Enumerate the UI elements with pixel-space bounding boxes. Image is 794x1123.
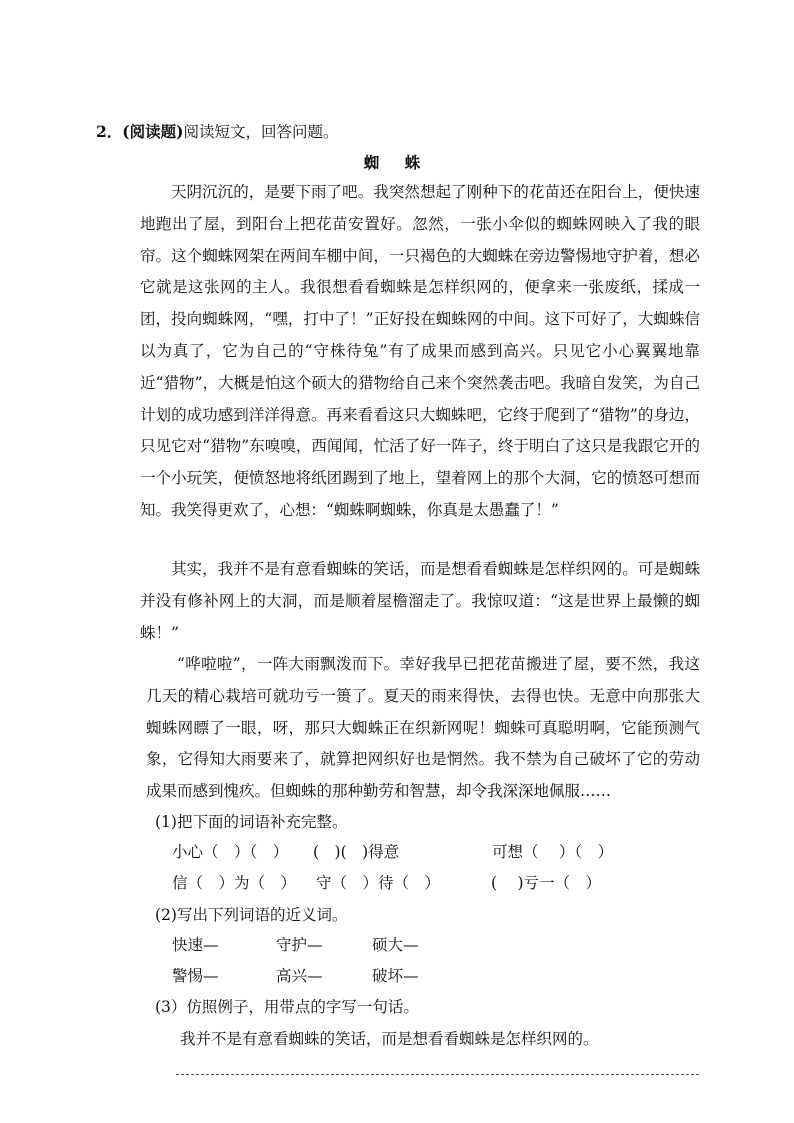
fill-blank-item[interactable]: 小心（ ）（ ） [172, 843, 289, 861]
question-header [96, 122, 338, 142]
example-sentence: 我并不是有意看蜘蛛的笑话，而是想看看蜘蛛是怎样织网的。 [180, 1030, 599, 1048]
article-paragraph-1: 天阴沉沉的，是要下雨了吧。我突然想起了刚种下的花苗还在阳台上，便快速地跑出了屋，到阳台上把花苗安置好。忽然，一张小伞似的蜘蛛网映入了我的眼帘。这个蜘蛛网架在两间车棚中间，一只褐色的大蜘蛛在旁边警惕地守护着，想必它就是这张网的主人。我很想看看蜘蛛是怎样织网的，便拿来一张废纸，揉成一团，投向蜘蛛网，“嘿，打中了！”正好投在蜘蛛网的中间。这下可好了，大蜘蛛信以为真了，它为自己的“守株待兔”有了成果而感到高兴。只见它小心翼翼地靠近“猎物”，大概是怕这个硕大的猎物给自己来个突然袭击吧。我暗自发笑，为自己计划的成功感到洋洋得意。再来看看这只大蜘蛛吧，它终于爬到了“猎物”的身边，只见它对“猎物”东嗅嗅，西闻闻，忙活了好一阵子，终于明白了这只是我跟它开的一个小玩笑，便愤怒地将纸团踢到了地上，望着网上的那个大洞，它的愤怒可想而知。我笑得更欢了，心想：“蜘蛛啊蜘蛛，你真是太愚蠢了！” [140, 183, 700, 519]
synonym-item[interactable]: 守护— [276, 936, 323, 954]
fill-blank-item[interactable]: ( )( )得意 [313, 843, 400, 861]
article-paragraph-3: “哗啦啦”，一阵大雨飘泼而下。幸好我早已把花苗搬进了屋，要不然，我这几天的精心栽培可就功亏一篑了。夏天的雨来得快，去得也快。无意中向那张大蜘蛛网瞟了一眼，呀，那只大蜘蛛正在织新网呢！蜘蛛可真聪明啊，它能预测气象，它得知大雨要来了，就算把网织好也是惘然。我不禁为自己破坏了它的劳动成果而感到愧疚。但蜘蛛的那种勤劳和智慧，却令我深深地佩服…… [146, 655, 700, 801]
answer-line[interactable] [176, 1074, 699, 1075]
sub-question-3-prompt: (3）仿照例子，用带点的字写一句话。 [155, 998, 419, 1016]
sub-question-1-prompt: (1)把下面的词语补充完整。 [155, 813, 348, 831]
synonym-item[interactable]: 警惕— [172, 967, 219, 985]
fill-blank-item[interactable]: 可想（ ）（ ） [492, 843, 614, 861]
fill-blank-item[interactable]: ( )亏一（ ） [491, 874, 602, 892]
synonym-item[interactable]: 高兴— [276, 967, 323, 985]
fill-blank-item[interactable]: 守（ ）待（ ） [316, 874, 441, 892]
question-type-tag: (阅读题) [122, 122, 184, 141]
article-title: 蜘 蛛 [363, 153, 431, 172]
article-paragraph-2: 其实，我并不是有意看蜘蛛的笑话，而是想看看蜘蛛是怎样织网的。可是蜘蛛并没有修补网上的大洞，而是顺着屋檐溜走了。我惊叹道：“这是世界上最懒的蜘蛛！” [140, 560, 700, 642]
question-number: 2． [96, 122, 123, 141]
synonym-item[interactable]: 硕大— [372, 936, 419, 954]
fill-blank-item[interactable]: 信（ ）为（ ） [172, 874, 297, 892]
question-instruction: 阅读短文，回答问题。 [183, 123, 339, 141]
synonym-item[interactable]: 快速— [172, 936, 219, 954]
sub-question-2-prompt: (2)写出下列词语的近义词。 [155, 906, 348, 924]
synonym-item[interactable]: 破坏— [372, 967, 419, 985]
